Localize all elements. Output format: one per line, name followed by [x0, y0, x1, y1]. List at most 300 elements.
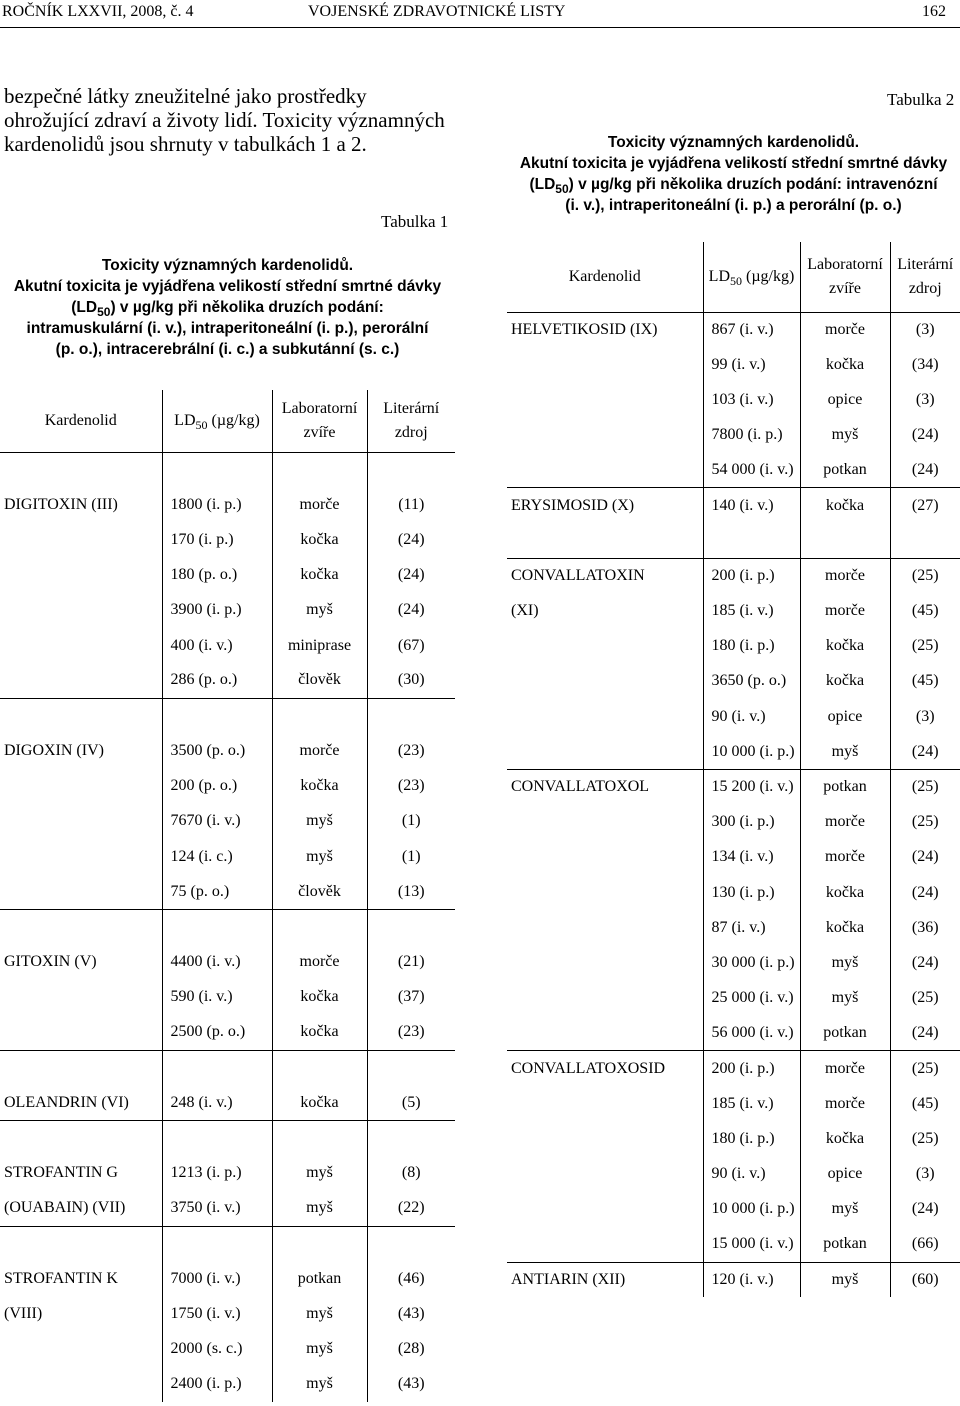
- animal-cell: morče: [800, 840, 890, 875]
- ref-cell: [367, 698, 455, 733]
- kardenolid-cell: [507, 840, 703, 875]
- animal-cell: myš: [272, 804, 367, 839]
- table-row: [507, 945, 960, 980]
- animal-cell: myš: [272, 1297, 367, 1332]
- kardenolid-cell: [507, 347, 703, 382]
- animal-cell: morče: [272, 945, 367, 980]
- ld50-cell: 200 (p. o.): [162, 769, 272, 804]
- table-row: [507, 523, 960, 558]
- kardenolid-cell: [507, 382, 703, 417]
- ld50-cell: 2400 (i. p.): [162, 1367, 272, 1402]
- table-row: [0, 769, 455, 804]
- animal-cell: kočka: [800, 875, 890, 910]
- animal-cell: opice: [800, 699, 890, 734]
- ld50-cell: 185 (i. v.): [703, 1086, 800, 1121]
- table1-col-animal: Laboratorní zvíře: [272, 390, 367, 452]
- ld50-cell: 3650 (p. o.): [703, 664, 800, 699]
- table-row: [0, 804, 455, 839]
- animal-cell: kočka: [800, 1121, 890, 1156]
- animal-cell: kočka: [272, 980, 367, 1015]
- ld50-cell: [703, 523, 800, 558]
- table2-label: Tabulka 2: [887, 90, 955, 109]
- kardenolid-cell: [507, 418, 703, 453]
- table-row: [0, 558, 455, 593]
- table2: [507, 242, 960, 1297]
- ld50-cell: 25 000 (i. v.): [703, 981, 800, 1016]
- table-row: [507, 594, 960, 629]
- kardenolid-cell: DIGOXIN (IV): [4, 742, 104, 760]
- ref-cell: (66): [890, 1227, 960, 1262]
- animal-cell: myš: [800, 418, 890, 453]
- kardenolid-cell: [507, 1016, 703, 1051]
- table-row: [507, 312, 960, 347]
- table1: [0, 390, 455, 1402]
- ld50-cell: 90 (i. v.): [703, 699, 800, 734]
- animal-cell: člověk: [272, 874, 367, 909]
- table1-title-line: $(LD_{50})$ v µg/kg při několika druzích podání:: [71, 299, 384, 320]
- ref-cell: (8): [367, 1156, 455, 1191]
- table1-col-kardenolid: Kardenolid: [44, 411, 117, 429]
- kardenolid-cell: OLEANDRIN (VI): [4, 1093, 129, 1111]
- animal-cell: kočka: [272, 1015, 367, 1050]
- ref-cell: (24): [890, 945, 960, 980]
- table2-title-line: Akutní toxicita je vyjádřena velikostí střední smrtné dávky: [519, 155, 948, 172]
- ref-cell: (45): [890, 594, 960, 629]
- ref-cell: (25): [890, 805, 960, 840]
- ref-cell: (3): [890, 382, 960, 417]
- ref-cell: (3): [890, 312, 960, 347]
- ref-cell: (43): [367, 1297, 455, 1332]
- table-row: [0, 1367, 455, 1402]
- table2-col-ref: Literární zdroj: [890, 242, 960, 312]
- table-row: [0, 628, 455, 663]
- ld50-cell: 1213 (i. p.): [162, 1156, 272, 1191]
- animal-cell: [272, 909, 367, 944]
- animal-cell: myš: [800, 734, 890, 769]
- ref-cell: (1): [367, 839, 455, 874]
- animal-cell: morče: [800, 594, 890, 629]
- table-row: [0, 1332, 455, 1367]
- kardenolid-cell: [0, 769, 162, 804]
- ref-cell: (43): [367, 1367, 455, 1402]
- ref-cell: (24): [890, 734, 960, 769]
- table-row: [507, 734, 960, 769]
- table-row: [507, 1192, 960, 1227]
- ref-cell: [367, 452, 455, 487]
- animal-cell: [800, 523, 890, 558]
- table-row: [507, 1086, 960, 1121]
- table-row: [0, 452, 455, 487]
- kardenolid-cell: [0, 452, 162, 487]
- ld50-cell: 180 (i. p.): [703, 1121, 800, 1156]
- ld50-cell: 4400 (i. v.): [162, 945, 272, 980]
- table1-label: Tabulka 1: [381, 212, 449, 231]
- table-row: [507, 910, 960, 945]
- table-row: [507, 1121, 960, 1156]
- kardenolid-cell: [0, 698, 162, 733]
- kardenolid-cell: [0, 839, 162, 874]
- animal-cell: morče: [800, 1051, 890, 1086]
- kardenolid-cell: [0, 1050, 162, 1085]
- kardenolid-cell: [0, 980, 162, 1015]
- animal-cell: kočka: [800, 488, 890, 523]
- ld50-cell: 3750 (i. v.): [162, 1191, 272, 1226]
- ld50-cell: 400 (i. v.): [162, 628, 272, 663]
- animal-cell: myš: [800, 1192, 890, 1227]
- kardenolid-cell: [507, 664, 703, 699]
- animal-cell: člověk: [272, 663, 367, 698]
- kardenolid-cell: [507, 910, 703, 945]
- table-row: [507, 664, 960, 699]
- table1-title: [0, 255, 455, 360]
- animal-cell: potkan: [800, 453, 890, 488]
- ld50-cell: 590 (i. v.): [162, 980, 272, 1015]
- table-row: [0, 593, 455, 628]
- kardenolid-cell: [507, 699, 703, 734]
- ref-cell: (25): [890, 769, 960, 804]
- ld50-cell: 286 (p. o.): [162, 663, 272, 698]
- ld50-cell: 248 (i. v.): [162, 1085, 272, 1120]
- kardenolid-cell: ERYSIMOSID (X): [507, 488, 703, 523]
- kardenolid-cell: [0, 628, 162, 663]
- kardenolid-cell: [507, 1227, 703, 1262]
- table-row: [0, 874, 455, 909]
- kardenolid-cell: [0, 558, 162, 593]
- table2-col-kardenolid: Kardenolid: [568, 267, 641, 285]
- kardenolid-cell: CONVALLATOXOSID: [507, 1051, 703, 1086]
- table-row: [0, 1191, 455, 1226]
- ref-cell: (24): [890, 1016, 960, 1051]
- ld50-cell: 103 (i. v.): [703, 382, 800, 417]
- table-row: [0, 1121, 455, 1156]
- table2-title: [507, 132, 960, 216]
- table1-title-line: intramuskulární (i. v.), intraperitoneální (i. p.), perorální: [26, 320, 429, 337]
- kardenolid-cell: [507, 523, 703, 558]
- animal-cell: potkan: [272, 1261, 367, 1296]
- kardenolid-cell: [507, 1157, 703, 1192]
- table-row: [507, 558, 960, 593]
- animal-cell: morče: [272, 734, 367, 769]
- ld50-cell: 120 (i. v.): [703, 1262, 800, 1297]
- ld50-cell: [162, 698, 272, 733]
- animal-cell: opice: [800, 1157, 890, 1192]
- ref-cell: (22): [367, 1191, 455, 1226]
- ref-cell: (24): [367, 522, 455, 557]
- kardenolid-cell: [507, 875, 703, 910]
- table-row: [507, 840, 960, 875]
- journal-title: VOJENSKÉ ZDRAVOTNICKÉ LISTY: [308, 3, 566, 20]
- table1-col-ref: Literární zdroj: [367, 390, 455, 452]
- ld50-cell: 7670 (i. v.): [162, 804, 272, 839]
- ref-cell: (45): [890, 1086, 960, 1121]
- ld50-cell: 7000 (i. v.): [162, 1261, 272, 1296]
- ld50-cell: 124 (i. c.): [162, 839, 272, 874]
- kardenolid-cell: [0, 663, 162, 698]
- animal-cell: potkan: [800, 1016, 890, 1051]
- kardenolid-cell: [0, 909, 162, 944]
- kardenolid-cell: [0, 522, 162, 557]
- ref-cell: (5): [367, 1085, 455, 1120]
- ld50-cell: 7800 (i. p.): [703, 418, 800, 453]
- ld50-cell: 867 (i. v.): [703, 312, 800, 347]
- table-row: [0, 839, 455, 874]
- ld50-cell: 180 (i. p.): [703, 629, 800, 664]
- kardenolid-cell: [507, 1086, 703, 1121]
- kardenolid-cell: [507, 734, 703, 769]
- table-row: [0, 522, 455, 557]
- animal-cell: [272, 1121, 367, 1156]
- ld50-cell: 1750 (i. v.): [162, 1297, 272, 1332]
- ref-cell: (27): [890, 488, 960, 523]
- kardenolid-cell: GITOXIN (V): [4, 953, 97, 971]
- ref-cell: (24): [367, 593, 455, 628]
- kardenolid-cell: (OUABAIN) (VII): [4, 1199, 126, 1217]
- ld50-cell: [162, 1226, 272, 1261]
- animal-cell: myš: [272, 1332, 367, 1367]
- ref-cell: (13): [367, 874, 455, 909]
- kardenolid-cell: STROFANTIN G: [4, 1164, 118, 1182]
- ref-cell: (24): [890, 453, 960, 488]
- ref-cell: (30): [367, 663, 455, 698]
- table2-col-animal: Laboratorní zvíře: [800, 242, 890, 312]
- animal-cell: kočka: [800, 910, 890, 945]
- kardenolid-cell: [0, 1015, 162, 1050]
- ld50-cell: 300 (i. p.): [703, 805, 800, 840]
- animal-cell: myš: [272, 1156, 367, 1191]
- table-row: [507, 418, 960, 453]
- ld50-cell: 15 000 (i. v.): [703, 1227, 800, 1262]
- table-row: [0, 698, 455, 733]
- kardenolid-cell: [507, 805, 703, 840]
- table-row: [507, 347, 960, 382]
- kardenolid-cell: [0, 874, 162, 909]
- table2-col-ld50: $LD_{50}$ (µg/kg): [703, 242, 800, 312]
- ld50-cell: 54 000 (i. v.): [703, 453, 800, 488]
- kardenolid-cell: [0, 1332, 162, 1367]
- animal-cell: myš: [272, 1191, 367, 1226]
- ld50-cell: 75 (p. o.): [162, 874, 272, 909]
- ref-cell: (45): [890, 664, 960, 699]
- animal-cell: [272, 1050, 367, 1085]
- table2-title-line: $(LD_{50})$ v µg/kg při několika druzích podání: intravenózní: [529, 176, 938, 197]
- kardenolid-cell: [0, 593, 162, 628]
- ld50-cell: 56 000 (i. v.): [703, 1016, 800, 1051]
- ref-cell: (28): [367, 1332, 455, 1367]
- kardenolid-cell: ANTIARIN (XII): [507, 1262, 703, 1297]
- ld50-cell: 1800 (i. p.): [162, 487, 272, 522]
- table2-title-line: Toxicity významných kardenolidů.: [607, 134, 860, 151]
- ref-cell: (24): [367, 558, 455, 593]
- ref-cell: (24): [890, 418, 960, 453]
- table-row: [0, 1085, 455, 1120]
- ld50-cell: 200 (i. p.): [703, 1051, 800, 1086]
- ld50-cell: 15 200 (i. v.): [703, 769, 800, 804]
- ref-cell: (60): [890, 1262, 960, 1297]
- ld50-cell: [162, 452, 272, 487]
- table-row: [507, 453, 960, 488]
- ld50-cell: 134 (i. v.): [703, 840, 800, 875]
- kardenolid-cell: [0, 1226, 162, 1261]
- kardenolid-cell: [507, 629, 703, 664]
- table-row: [0, 1261, 455, 1296]
- ref-cell: (11): [367, 487, 455, 522]
- ld50-cell: [162, 1121, 272, 1156]
- kardenolid-cell: [0, 804, 162, 839]
- animal-cell: myš: [800, 945, 890, 980]
- kardenolid-cell: [0, 1367, 162, 1402]
- kardenolid-cell: [507, 981, 703, 1016]
- animal-cell: miniprase: [272, 628, 367, 663]
- ref-cell: (46): [367, 1261, 455, 1296]
- animal-cell: myš: [800, 1262, 890, 1297]
- animal-cell: kočka: [272, 522, 367, 557]
- kardenolid-cell: [507, 945, 703, 980]
- animal-cell: morče: [800, 805, 890, 840]
- ld50-cell: 140 (i. v.): [703, 488, 800, 523]
- table-row: [507, 875, 960, 910]
- kardenolid-cell: [0, 1121, 162, 1156]
- table-row: [0, 945, 455, 980]
- ref-cell: (25): [890, 558, 960, 593]
- ref-cell: (67): [367, 628, 455, 663]
- ref-cell: (36): [890, 910, 960, 945]
- table-row: [507, 1262, 960, 1297]
- table1-title-line: Akutní toxicita je vyjádřena velikostí střední smrtné dávky: [13, 278, 442, 295]
- animal-cell: myš: [272, 593, 367, 628]
- kardenolid-cell: (XI): [511, 602, 539, 620]
- ld50-cell: [162, 909, 272, 944]
- animal-cell: myš: [272, 1367, 367, 1402]
- table-row: [507, 1016, 960, 1051]
- kardenolid-cell: [507, 1192, 703, 1227]
- animal-cell: myš: [800, 981, 890, 1016]
- kardenolid-cell: HELVETIKOSID (IX): [507, 312, 703, 347]
- kardenolid-cell: STROFANTIN K: [4, 1269, 118, 1287]
- ld50-cell: 87 (i. v.): [703, 910, 800, 945]
- table-row: [507, 805, 960, 840]
- kardenolid-cell: DIGITOXIN (III): [4, 495, 118, 513]
- table-row: [0, 1015, 455, 1050]
- ld50-cell: 10 000 (i. p.): [703, 1192, 800, 1227]
- ref-cell: [367, 909, 455, 944]
- table-row: [0, 909, 455, 944]
- ref-cell: (3): [890, 1157, 960, 1192]
- ref-cell: (21): [367, 945, 455, 980]
- animal-cell: myš: [272, 839, 367, 874]
- animal-cell: [272, 452, 367, 487]
- header-rule: [0, 27, 960, 28]
- kardenolid-cell: CONVALLATOXIN: [507, 558, 703, 593]
- ref-cell: (24): [890, 840, 960, 875]
- ld50-cell: 30 000 (i. p.): [703, 945, 800, 980]
- animal-cell: [272, 1226, 367, 1261]
- table-row: [507, 769, 960, 804]
- table1-title-line: Toxicity významných kardenolidů.: [101, 257, 354, 274]
- page-number: 162: [922, 3, 946, 20]
- ld50-cell: 90 (i. v.): [703, 1157, 800, 1192]
- ld50-cell: [162, 1050, 272, 1085]
- ref-cell: (24): [890, 875, 960, 910]
- ref-cell: (3): [890, 699, 960, 734]
- animal-cell: kočka: [800, 347, 890, 382]
- animal-cell: kočka: [272, 769, 367, 804]
- ref-cell: (25): [890, 1121, 960, 1156]
- ref-cell: (24): [890, 1192, 960, 1227]
- table1-title-line: (p. o.), intracerebrální (i. c.) a subkutánní (s. c.): [55, 341, 400, 358]
- volume-info: ROČNÍK LXXVII, 2008, č. 4: [2, 3, 194, 20]
- table-row: [0, 1297, 455, 1332]
- animal-cell: morče: [272, 487, 367, 522]
- table-row: [507, 629, 960, 664]
- table-row: [0, 663, 455, 698]
- ref-cell: (37): [367, 980, 455, 1015]
- table-row: [0, 487, 455, 522]
- ref-cell: (34): [890, 347, 960, 382]
- ld50-cell: 2000 (s. c.): [162, 1332, 272, 1367]
- animal-cell: potkan: [800, 1227, 890, 1262]
- animal-cell: opice: [800, 382, 890, 417]
- ld50-cell: 99 (i. v.): [703, 347, 800, 382]
- animal-cell: morče: [800, 558, 890, 593]
- ref-cell: [367, 1050, 455, 1085]
- animal-cell: morče: [800, 1086, 890, 1121]
- ref-cell: (1): [367, 804, 455, 839]
- ref-cell: (23): [367, 769, 455, 804]
- table-row: [0, 1050, 455, 1085]
- animal-cell: morče: [800, 312, 890, 347]
- table-row: [507, 1227, 960, 1262]
- ref-cell: (23): [367, 734, 455, 769]
- table-row: [0, 1156, 455, 1191]
- ld50-cell: 3900 (i. p.): [162, 593, 272, 628]
- table-row: [0, 980, 455, 1015]
- ld50-cell: 200 (i. p.): [703, 558, 800, 593]
- table2-title-line: (i. v.), intraperitoneální (i. p.) a perorální (p. o.): [565, 197, 902, 214]
- table1-col-ld50: $LD_{50}$ (µg/kg): [162, 390, 272, 452]
- table-row: [507, 382, 960, 417]
- ref-cell: (23): [367, 1015, 455, 1050]
- animal-cell: kočka: [272, 1085, 367, 1120]
- kardenolid-cell: CONVALLATOXOL: [507, 769, 703, 804]
- ld50-cell: 2500 (p. o.): [162, 1015, 272, 1050]
- animal-cell: kočka: [800, 629, 890, 664]
- animal-cell: potkan: [800, 769, 890, 804]
- ref-cell: (25): [890, 1051, 960, 1086]
- intro-paragraph: bezpečné látky zneužitelné jako prostředky ohrožující zdraví a životy lidí. Toxicity významných kardenolidů jsou shrnuty v tabulkách 1 a 2.: [4, 84, 445, 156]
- ref-cell: [367, 1121, 455, 1156]
- ref-cell: [367, 1226, 455, 1261]
- table-row: [507, 1157, 960, 1192]
- running-header: [0, 0, 960, 24]
- ref-cell: [890, 523, 960, 558]
- animal-cell: kočka: [272, 558, 367, 593]
- ld50-cell: 3500 (p. o.): [162, 734, 272, 769]
- table-row: [507, 699, 960, 734]
- table-row: [0, 734, 455, 769]
- animal-cell: kočka: [800, 664, 890, 699]
- ref-cell: (25): [890, 629, 960, 664]
- kardenolid-cell: (VIII): [4, 1305, 43, 1323]
- ld50-cell: 185 (i. v.): [703, 594, 800, 629]
- ld50-cell: 10 000 (i. p.): [703, 734, 800, 769]
- ld50-cell: 180 (p. o.): [162, 558, 272, 593]
- ld50-cell: 170 (i. p.): [162, 522, 272, 557]
- ref-cell: (25): [890, 981, 960, 1016]
- kardenolid-cell: [507, 1121, 703, 1156]
- table-row: [0, 1226, 455, 1261]
- ld50-cell: 130 (i. p.): [703, 875, 800, 910]
- table-row: [507, 981, 960, 1016]
